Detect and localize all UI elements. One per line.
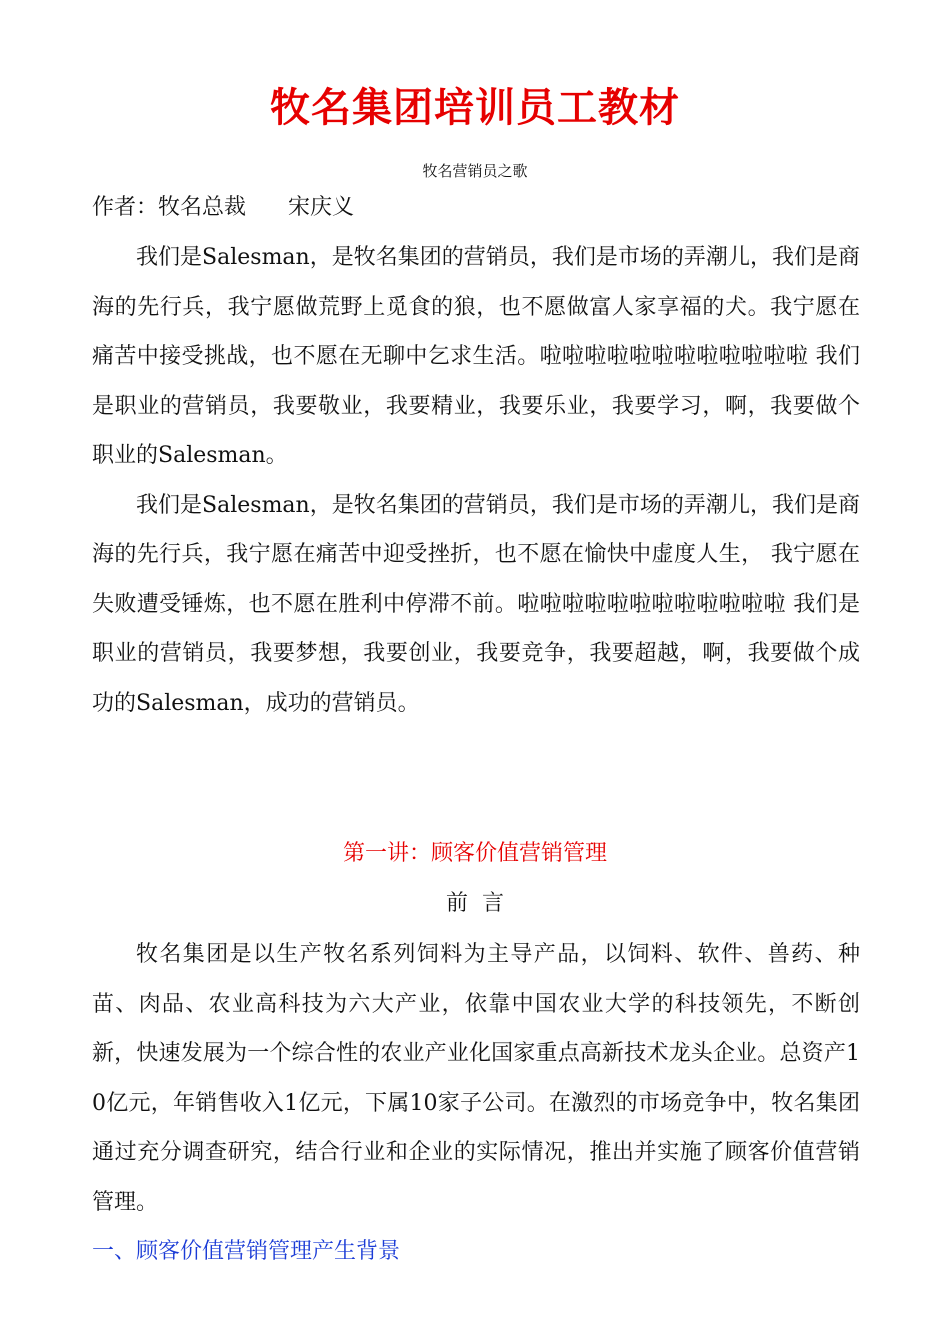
song-paragraph-1: 我们是Salesman，是牧名集团的营销员，我们是市场的弄潮儿，我们是商海的先行兵，我宁愿做荒野上觅食的狼，也不愿做富人家享福的犬。我宁愿在痛苦中接受挑战，也不愿在无聊中乞求生活。啦啦啦啦啦啦啦啦啦啦啦啦 我们是职业的营销员，我要敬业，我要精业，我要乐业，我要学习，啊，我要做个职业的Salesman。 [92,245,860,468]
preface-title: 前言 [445,891,518,916]
song-paragraph-2: 我们是Salesman，是牧名集团的营销员，我们是市场的弄潮儿，我们是商海的先行兵，我宁愿在痛苦中迎受挫折，也不愿在愉快中虚度人生， 我宁愿在失败遭受锤炼，也不愿在胜利中停滞不前。啦啦啦啦啦啦啦啦啦啦啦啦 我们是职业的营销员，我要梦想，我要创业，我要竞争，我要超越，啊，我要做个成功的Salesman，成功的营销员。 [92,492,860,716]
intro-paragraph: 牧名集团是以生产牧名系列饲料为主导产品，以饲料、软件、兽药、种苗、肉品、农业高科技为六大产业，依靠中国农业大学的科技领先，不断创新，快速发展为一个综合性的农业产业化国家重点高新技术龙头企业。总资产10亿元，年销售收入1亿元，下属10家子公司。在激烈的市场竞争中，牧名集团通过充分调查研究，结合行业和企业的实际情况，推出并实施了顾客价值营销管理。 [92,942,860,1215]
song-lyrics [92,233,860,728]
document-title: 牧名集团培训员工教材 [270,85,680,131]
author-line: 作者：牧名总裁 宋庆义 [92,195,354,220]
lecture-title: 第一讲：顾客价值营销管理 [342,841,607,866]
preface-body [92,930,860,1227]
song-subtitle: 牧名营销员之歌 [422,162,528,180]
section-heading: 一、顾客价值营销管理产生背景 [92,1239,401,1264]
